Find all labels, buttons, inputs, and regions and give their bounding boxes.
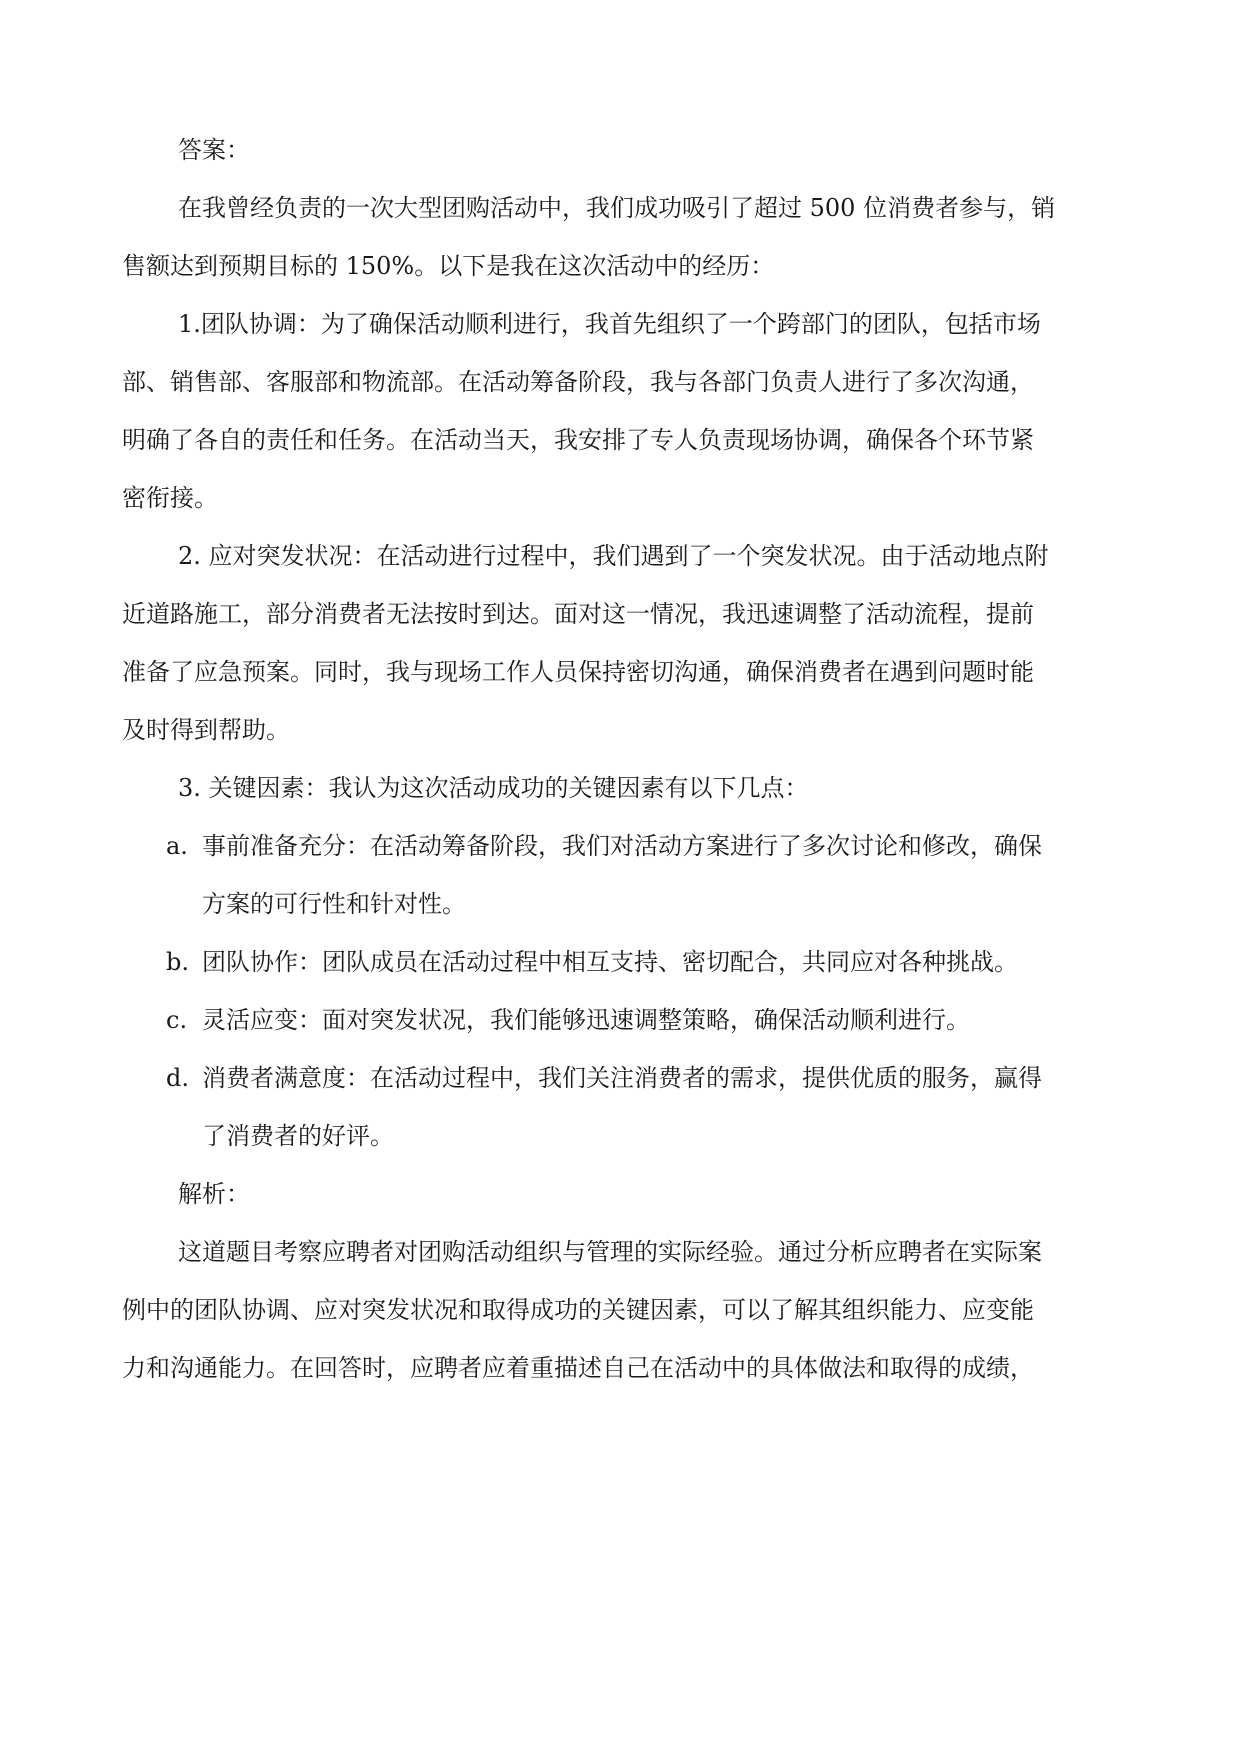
point1-line-1: 1.团队协调：为了确保活动顺利进行，我首先组织了一个跨部门的团队，包括市场 [178,310,1041,338]
intro-line-2: 售额达到预期目标的 150%。以下是我在这次活动中的经历： [122,252,775,280]
analysis-line-1: 这道题目考察应聘者对团购活动组织与管理的实际经验。通过分析应聘者在实际案 [178,1238,1042,1266]
point1-line-3: 明确了各自的责任和任务。在活动当天，我安排了专人负责现场协调，确保各个环节紧 [122,426,1034,454]
point2-line-4: 及时得到帮助。 [122,716,290,744]
point3-line-1: 3. 关键因素：我认为这次活动成功的关键因素有以下几点： [178,774,809,802]
factor-c-line-1: 灵活应变：面对突发状况，我们能够迅速调整策略，确保活动顺利进行。 [202,1006,970,1034]
analysis-line-3: 力和沟通能力。在回答时，应聘者应着重描述自己在活动中的具体做法和取得的成绩， [122,1354,1034,1382]
analysis-line-2: 例中的团队协调、应对突发状况和取得成功的关键因素，可以了解其组织能力、应变能 [122,1296,1034,1324]
point1-line-4: 密衔接。 [122,484,218,512]
point1-line-2: 部、销售部、客服部和物流部。在活动筹备阶段，我与各部门负责人进行了多次沟通， [122,368,1034,396]
factor-d-line-2: 了消费者的好评。 [202,1122,394,1150]
intro-line-1: 在我曾经负责的一次大型团购活动中，我们成功吸引了超过 500 位消费者参与，销 [178,194,1056,222]
point2-line-3: 准备了应急预案。同时，我与现场工作人员保持密切沟通，确保消费者在遇到问题时能 [122,658,1034,686]
factor-a-line-2: 方案的可行性和针对性。 [202,890,466,918]
factor-b-marker: b. [166,948,189,976]
point2-line-1: 2. 应对突发状况：在活动进行过程中，我们遇到了一个突发状况。由于活动地点附 [178,542,1049,570]
factor-b [166,946,1018,978]
point2-line-2: 近道路施工，部分消费者无法按时到达。面对这一情况，我迅速调整了活动流程，提前 [122,600,1034,628]
factor-d [166,1062,1042,1094]
factor-a-marker: a. [166,832,188,860]
factor-c [166,1004,970,1036]
analysis-heading: 解析： [178,1180,250,1208]
factor-d-line-1: 消费者满意度：在活动过程中，我们关注消费者的需求，提供优质的服务，赢得 [202,1064,1042,1092]
factor-d-marker: d. [166,1064,189,1092]
answer-heading: 答案： [178,136,250,164]
factor-c-marker: c. [166,1006,188,1034]
factor-a [166,830,1042,862]
factor-a-line-1: 事前准备充分：在活动筹备阶段，我们对活动方案进行了多次讨论和修改，确保 [202,832,1042,860]
factor-b-line-1: 团队协作：团队成员在活动过程中相互支持、密切配合，共同应对各种挑战。 [202,948,1018,976]
